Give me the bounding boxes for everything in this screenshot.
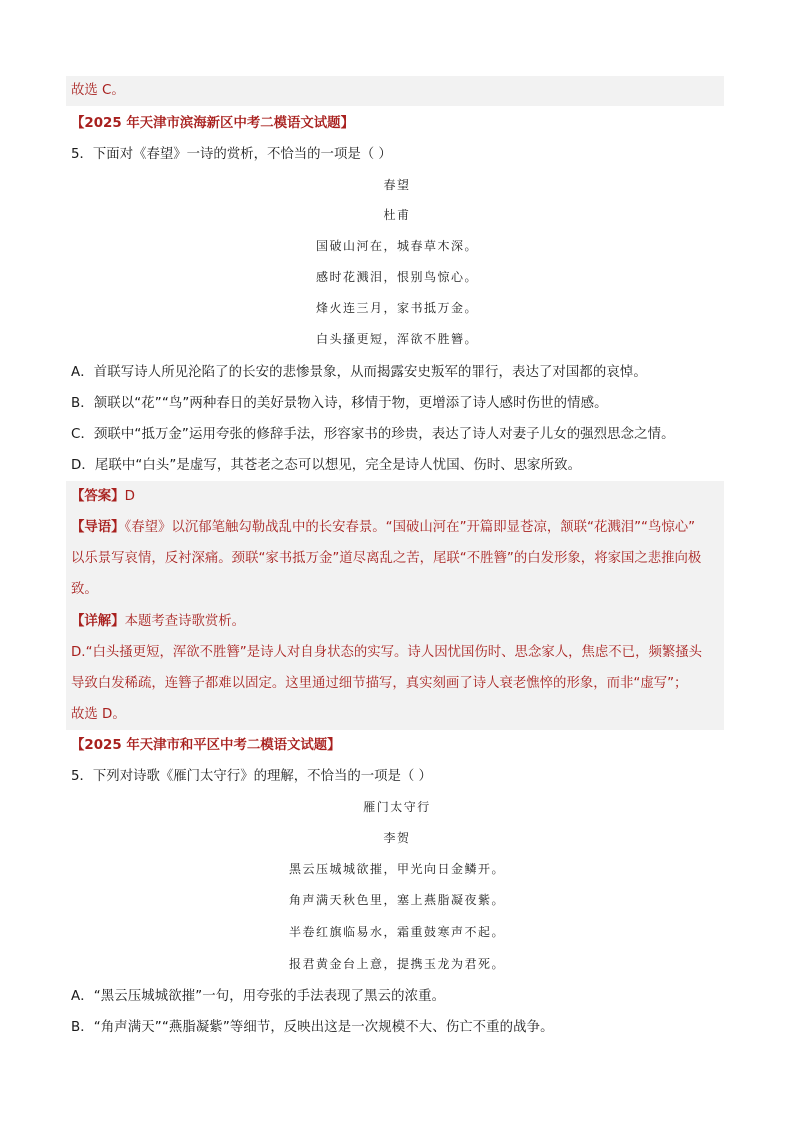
detail-intro: 本题考查诗歌赏析。	[124, 614, 246, 629]
poem-2-line: 角声满天秋色里，塞上燕脂凝夜紫。	[288, 893, 505, 907]
poem-2-line: 半卷红旗临易水，霜重鼓寒声不起。	[288, 925, 505, 939]
poem-2-line: 黑云压城城欲摧，甲光向日金鳞开。	[288, 862, 505, 876]
answer-line	[71, 488, 135, 506]
guide-line	[71, 519, 695, 537]
detail-text: 导致白发稀疏，连簪子都难以固定。这里通过细节描写，真实刻画了诗人衰老憔悴的形象，而非“虚写”；	[71, 676, 688, 691]
option-a: A．“黑云压城城欲摧”一句，用夸张的手法表现了黑云的浓重。	[71, 989, 446, 1004]
poem-1-line: 国破山河在，城春草木深。	[315, 239, 478, 253]
guide-text: 致。	[71, 582, 98, 597]
guide-text: 《春望》以沉郁笔触勾勒战乱中的长安春景。“国破山河在”开篇即显苍凉，颔联“花溅泪”“鸟惊心”	[124, 520, 696, 535]
option-b: B．颔联以“花”“鸟”两种春日的美好景物入诗，移情于物，更增添了诗人感时伤世的情感。	[71, 396, 608, 411]
option-d: D．尾联中“白头”是虚写，其苍老之态可以想见，完全是诗人忧国、伤时、思家所致。	[71, 458, 582, 473]
poem-1-line: 感时花溅泪，恨别鸟惊心。	[315, 270, 478, 284]
answer-label: 【答案】	[71, 489, 125, 504]
source-tag-2: 【2025 年天津市和平区中考二模语文试题】	[71, 738, 341, 753]
previous-conclusion: 故选 C。	[71, 83, 125, 98]
answer-value: D	[124, 489, 135, 504]
question-1-stem: 5．下面对《春望》一诗的赏析，不恰当的一项是（ ）	[71, 147, 392, 162]
guide-label: 【导语】	[71, 520, 125, 535]
poem-2-author: 李贺	[383, 831, 411, 845]
question-2-stem: 5．下列对诗歌《雁门太守行》的理解，不恰当的一项是（ ）	[71, 769, 432, 784]
poem-2-title: 雁门太守行	[363, 800, 431, 814]
previous-explanation-box	[66, 76, 724, 106]
poem-1-title: 春望	[383, 178, 411, 192]
option-a: A．首联写诗人所见沦陷了的长安的悲惨景象，从而揭露安史叛军的罪行，表达了对国都的哀悼。	[71, 365, 647, 380]
guide-text: 以乐景写哀情，反衬深痛。颈联“家书抵万金”道尽离乱之苦，尾联“不胜簪”的白发形象，将家国之悲推向极	[71, 551, 702, 566]
detail-line	[71, 613, 245, 631]
poem-1-line: 烽火连三月，家书抵万金。	[315, 301, 478, 315]
option-c: C．颈联中“抵万金”运用夸张的修辞手法，形容家书的珍贵，表达了诗人对妻子儿女的强烈思念之情。	[71, 427, 675, 442]
detail-text: 故选 D。	[71, 707, 126, 722]
detail-text: D.“白头搔更短，浑欲不胜簪”是诗人对自身状态的实写。诗人因忧国伤时、思念家人，焦虑不已，频繁搔头	[71, 645, 703, 660]
poem-1-author: 杜甫	[383, 208, 411, 222]
detail-label: 【详解】	[71, 614, 125, 629]
poem-2-line: 报君黄金台上意，提携玉龙为君死。	[288, 957, 505, 971]
poem-1-line: 白头搔更短，浑欲不胜簪。	[315, 332, 478, 346]
option-b: B．“角声满天”“燕脂凝紫”等细节，反映出这是一次规模不大、伤亡不重的战争。	[71, 1020, 554, 1035]
source-tag-1: 【2025 年天津市滨海新区中考二模语文试题】	[71, 116, 354, 131]
